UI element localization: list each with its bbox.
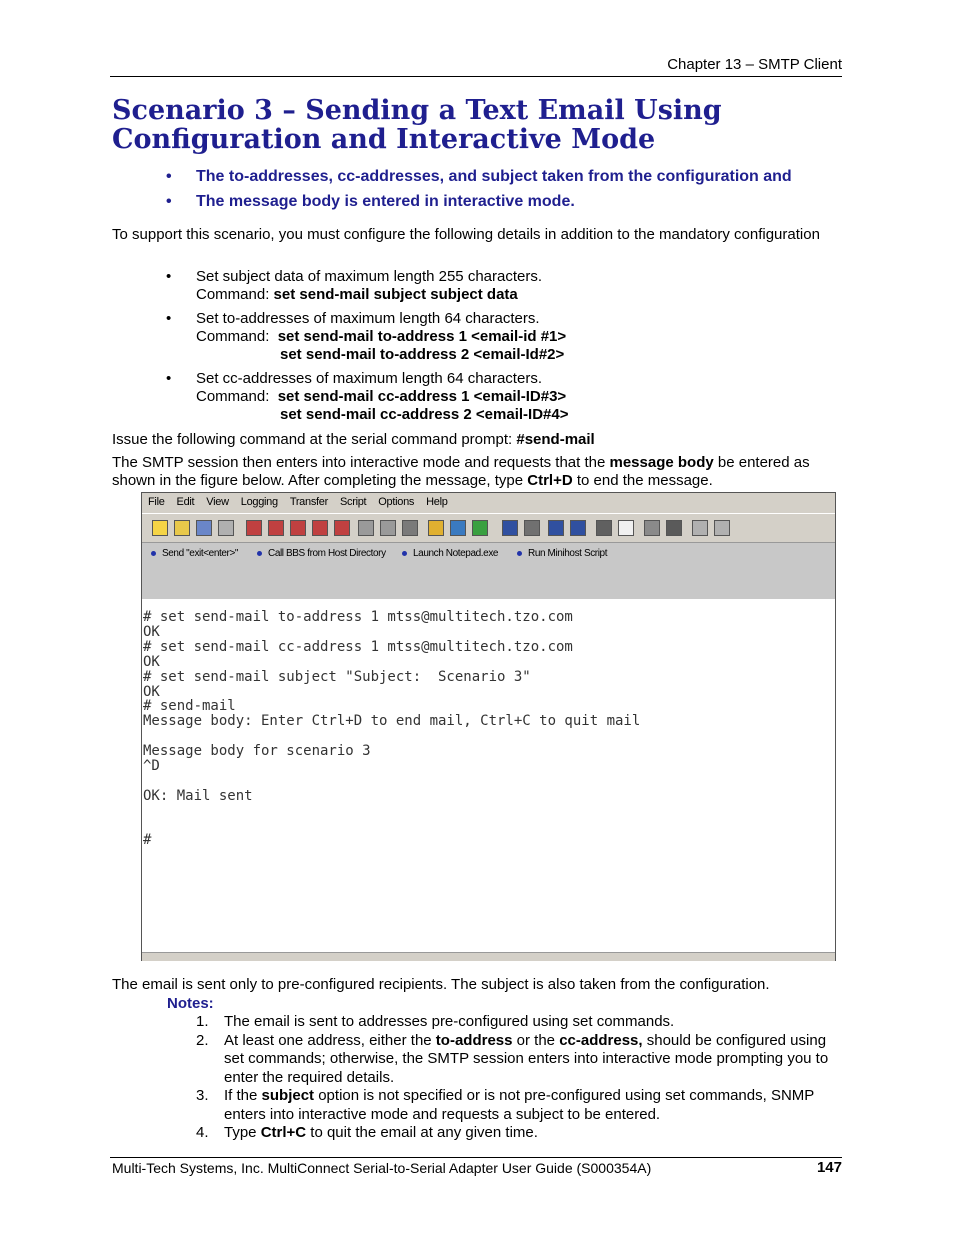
command-text: set send-mail to-address 2 <email-Id#2> bbox=[280, 346, 565, 363]
refresh-icon[interactable] bbox=[450, 520, 466, 536]
note-item: 1. The email is sent to addresses pre-configured using set commands. bbox=[196, 1013, 675, 1030]
note-item: 3. If the subject option is not specified or is not pre-configured using set commands, SNMP enters into interactive mode and requests a subject to be entered. bbox=[196, 1087, 815, 1123]
command-text: set send-mail cc-address 1 <email-ID#3> bbox=[277, 388, 567, 405]
terminal-line: # bbox=[143, 832, 152, 848]
paste-icon[interactable] bbox=[380, 520, 396, 536]
sent-paragraph: The email is sent only to pre-configured recipients. The subject is also taken from the configuration. bbox=[112, 976, 770, 993]
copy-icon[interactable] bbox=[358, 520, 374, 536]
run-icon[interactable] bbox=[472, 520, 488, 536]
intro-paragraph: To support this scenario, you must configure the following details in addition to the mandatory configuration bbox=[112, 226, 820, 243]
macro-launch-notepad[interactable]: Launch Notepad.exe bbox=[402, 548, 498, 559]
help-icon[interactable] bbox=[714, 520, 730, 536]
tools-icon[interactable] bbox=[666, 520, 682, 536]
screen-icon[interactable] bbox=[570, 520, 586, 536]
terminal-line: OK: Mail sent bbox=[143, 788, 253, 804]
note-item: 2. At least one address, either the to-address or the cc-address, should be configured using set commands; otherwise, the SMTP session enters into interactive mode prompting you to enter the required details. bbox=[196, 1031, 829, 1086]
settings-icon[interactable] bbox=[644, 520, 660, 536]
command-text: set send-mail cc-address 2 <email-ID#4> bbox=[280, 406, 569, 423]
terminal-line: OK bbox=[143, 654, 160, 670]
notes-list bbox=[196, 1013, 846, 1143]
menu-script[interactable]: Script bbox=[339, 496, 367, 508]
section-title: Scenario 3 – Sending a Text Email Using Configuration and Interactive Mode bbox=[112, 95, 722, 155]
blank-icon[interactable] bbox=[618, 520, 634, 536]
smtp-paragraph: The SMTP session then enters into interactive mode and requests that the message body be entered as shown in the figure below. After completing the message, type Ctrl+D to end the message. bbox=[112, 454, 810, 489]
header-rule bbox=[110, 76, 842, 77]
menu-logging[interactable]: Logging bbox=[240, 496, 278, 508]
notes-label: Notes: bbox=[167, 995, 214, 1012]
terminal-line: Message body for scenario 3 bbox=[143, 743, 371, 759]
menu-edit[interactable]: Edit bbox=[176, 496, 195, 508]
new-icon[interactable] bbox=[174, 520, 190, 536]
terminal-statusbar bbox=[142, 952, 835, 961]
terminal-screenshot bbox=[141, 492, 836, 961]
bullet-icon bbox=[402, 551, 407, 556]
bullet-icon bbox=[517, 551, 522, 556]
receive-file-icon[interactable] bbox=[268, 520, 284, 536]
footer-rule bbox=[110, 1157, 842, 1158]
bullet-icon bbox=[151, 551, 156, 556]
terminal-screen[interactable] bbox=[142, 599, 835, 951]
note-item: 4. Type Ctrl+C to quit the email at any given time. bbox=[196, 1124, 538, 1141]
download-icon[interactable] bbox=[312, 520, 328, 536]
session-icon[interactable] bbox=[548, 520, 564, 536]
terminal-line: Message body: Enter Ctrl+D to end mail, Ctrl+C to quit mail bbox=[143, 713, 641, 729]
open-icon[interactable] bbox=[152, 520, 168, 536]
terminal-line: # set send-mail subject "Subject: Scenario 3" bbox=[143, 669, 531, 685]
terminal-line: OK bbox=[143, 624, 160, 640]
menu-transfer[interactable]: Transfer bbox=[289, 496, 328, 508]
upload-icon[interactable] bbox=[290, 520, 306, 536]
config-item-cc: • Set cc-addresses of maximum length 64 characters. Command: set send-mail cc-address 1 <email-ID#3> set send-mail cc-address 2 <email-ID#4> bbox=[166, 370, 569, 423]
terminal-toolbar bbox=[142, 513, 835, 542]
window-icon[interactable] bbox=[596, 520, 612, 536]
config-list bbox=[166, 268, 826, 430]
capture-icon[interactable] bbox=[428, 520, 444, 536]
page-number: 147 bbox=[816, 1159, 842, 1176]
command-text: set send-mail to-address 1 <email-id #1> bbox=[277, 328, 567, 345]
menu-help[interactable]: Help bbox=[426, 496, 448, 508]
chapter-header: Chapter 13 – SMTP Client bbox=[667, 56, 842, 73]
macro-run-minihost[interactable]: Run Minihost Script bbox=[517, 548, 607, 559]
terminal-line: # set send-mail cc-address 1 mtss@multitech.tzo.com bbox=[143, 639, 573, 655]
terminal-line: # set send-mail to-address 1 mtss@multitech.tzo.com bbox=[143, 609, 573, 625]
menu-options[interactable]: Options bbox=[378, 496, 415, 508]
connect-icon[interactable] bbox=[196, 520, 212, 536]
terminal-line: ^D bbox=[143, 758, 160, 774]
menu-file[interactable]: File bbox=[148, 496, 165, 508]
macro-send-exit[interactable]: Send "exit<enter>" bbox=[151, 548, 238, 559]
keyboard-icon[interactable] bbox=[692, 520, 708, 536]
menu-view[interactable]: View bbox=[206, 496, 229, 508]
terminal-line: # send-mail bbox=[143, 698, 236, 714]
bullet-icon bbox=[257, 551, 262, 556]
footer-text: Multi-Tech Systems, Inc. MultiConnect Serial-to-Serial Adapter User Guide (S000354A) bbox=[112, 1160, 652, 1176]
terminal-line: OK bbox=[143, 684, 160, 700]
script-icon[interactable] bbox=[524, 520, 540, 536]
send-file-icon[interactable] bbox=[246, 520, 262, 536]
transfer-icon[interactable] bbox=[334, 520, 350, 536]
config-item-subject: • Set subject data of maximum length 255 characters. Command: set send-mail subject subject data bbox=[166, 268, 543, 303]
disconnect-icon[interactable] bbox=[218, 520, 234, 536]
terminal-menubar bbox=[142, 493, 835, 513]
macro-bar bbox=[142, 542, 835, 600]
command-text: set send-mail subject subject data bbox=[273, 286, 518, 303]
play-icon[interactable] bbox=[502, 520, 518, 536]
issue-paragraph: Issue the following command at the serial command prompt: #send-mail bbox=[112, 431, 595, 448]
config-item-to: • Set to-addresses of maximum length 64 characters. Command: set send-mail to-address 1 <email-id #1> set send-mail to-address 2 <email-Id#2> bbox=[166, 310, 567, 363]
print-icon[interactable] bbox=[402, 520, 418, 536]
macro-call-bbs[interactable]: Call BBS from Host Directory bbox=[257, 548, 386, 559]
